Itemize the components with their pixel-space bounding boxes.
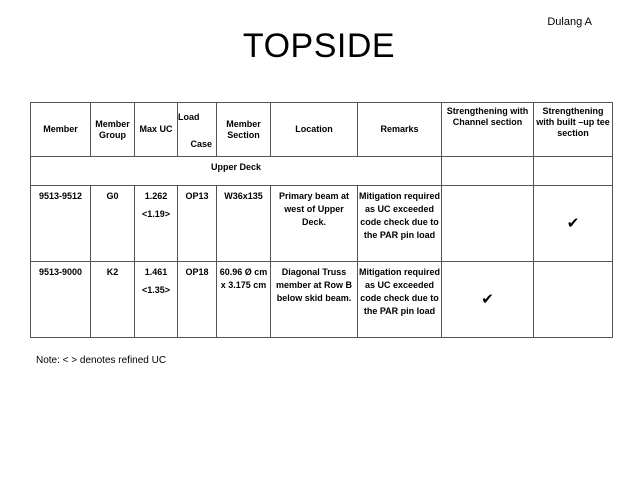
refined-uc-value: <1.19> [141,209,171,219]
uc-value: 1.262 [144,191,168,201]
uc-cell [135,186,178,262]
footnote: Note: < > denotes refined UC [36,355,167,366]
header-member-group: Member Group [91,103,135,157]
tee-check-icon: ✔ [534,186,613,262]
load-case-cell: OP13 [178,186,217,262]
remarks-cell: Mitigation required as UC exceeded code check due to the PAR pin load [358,262,442,338]
section-cell: 60.96 Ø cm x 3.175 cm [217,262,271,338]
table-row [31,186,613,262]
refined-uc-value: <1.35> [141,285,171,295]
header-load-case-bottom: Case [190,138,212,149]
location-cell: Diagonal Truss member at Row B below skid beam. [271,262,358,338]
group-cell: G0 [91,186,135,262]
section-cell: W36x135 [217,186,271,262]
section-channel-cell [442,157,534,186]
header-load-case-top: Load [178,111,200,122]
page-title: TOPSIDE [242,27,396,65]
header-channel-strengthening: Strengthening with Channel section [442,103,534,157]
platform-label: Dulang A [547,16,592,28]
header-load-case [178,103,217,157]
group-cell: K2 [91,262,135,338]
uc-value: 1.461 [144,267,168,277]
header-max-uc: Max UC [135,103,178,157]
section-tee-cell [534,157,613,186]
table-row [31,262,613,338]
header-remarks: Remarks [358,103,442,157]
tee-check-cell [534,262,613,338]
header-location: Location [271,103,358,157]
header-member: Member [31,103,91,157]
section-label: Upper Deck [31,157,442,186]
remarks-cell: Mitigation required as UC exceeded code check due to the PAR pin load [358,186,442,262]
channel-check-icon: ✔ [442,262,534,338]
load-case-cell: OP18 [178,262,217,338]
uc-cell [135,262,178,338]
channel-check-cell [442,186,534,262]
member-cell: 9513-9512 [31,186,91,262]
header-member-section: Member Section [217,103,271,157]
section-row-upper-deck [31,157,613,186]
header-tee-strengthening: Strengthening with built –up tee section [534,103,613,157]
member-cell: 9513-9000 [31,262,91,338]
header-row [31,103,613,157]
strengthening-table [30,102,613,338]
location-cell: Primary beam at west of Upper Deck. [271,186,358,262]
